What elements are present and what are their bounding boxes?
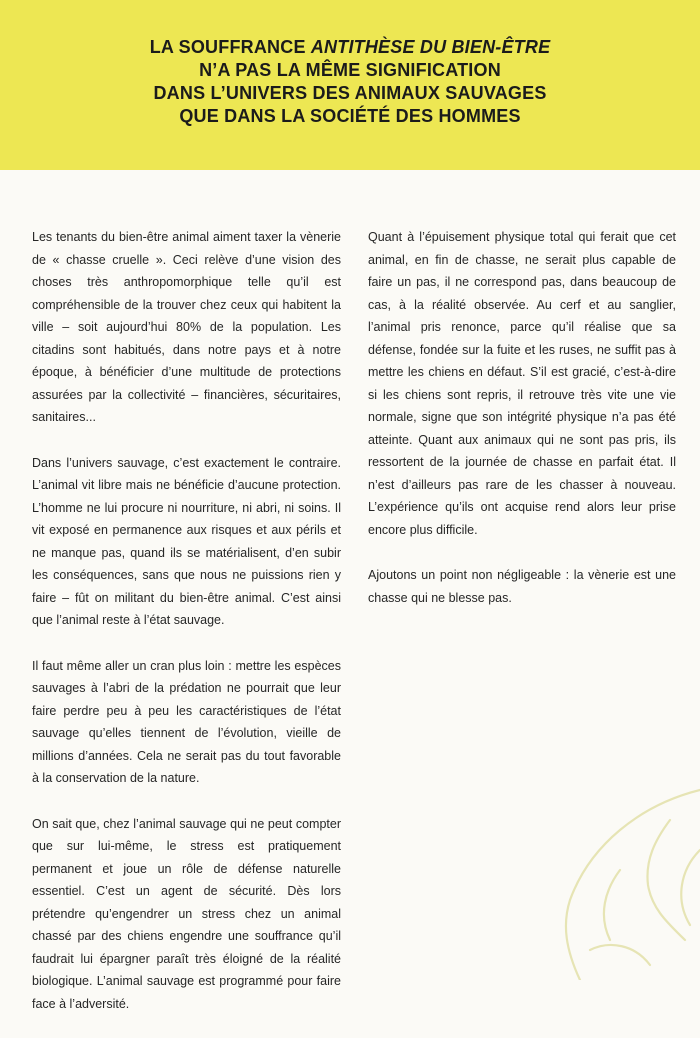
- decorative-line-art-icon: [470, 750, 700, 980]
- title-line-1: [150, 36, 551, 59]
- title-line-3: DANS L’UNIVERS DES ANIMAUX SAUVAGES: [153, 83, 547, 103]
- right-column: [368, 226, 676, 632]
- title-line-4: QUE DANS LA SOCIÉTÉ DES HOMMES: [179, 106, 521, 126]
- title-line-1-start: LA SOUFFRANCE: [149, 37, 311, 57]
- paragraph: Il faut même aller un cran plus loin : mettre les espèces sauvages à l’abri de la prédation ne pourrait que leur faire perdre peu à peu les caractéristiques de l’état sauvage qu’elles tiennent de l’évolution, vieille de millions d’années. Cela ne serait pas du tout favorable à la conservation de la nature.: [32, 658, 341, 785]
- paragraph: Ajoutons un point non négligeable : la vènerie est une chasse qui ne blesse pas.: [368, 568, 676, 605]
- paragraph: On sait que, chez l’animal sauvage qui ne peut compter que sur lui-même, le stress est pratiquement permanent et joue un rôle de défense naturelle essentiel. C’est un agent de sécurité. Dès lors prétendre qu’engendrer un stress chez un animal chassé par des chiens engendre une souffrance qu’il faudrait lui épargner paraît très éloigné de la réalité biologique. L’animal sauvage est programmé pour faire face à l’adversité.: [32, 816, 341, 1011]
- paragraph: Quant à l’épuisement physique total qui ferait que cet animal, en fin de chasse, ne serait plus capable de faire un pas, il ne correspond pas, dans beaucoup de cas, à la réalité observée. Au cerf et au sanglier, l’animal pris renonce, parce qu’il réalise que sa défense, fondée sur la fuite et les ruses, ne suffit pas à mettre les chiens en défaut. S’il est gracié, c’est-à-dire si les chiens sont repris, il retrouve très vite une vie normale, signe que son intégrité physique n’a pas été atteinte. Quant aux animaux qui ne sont pas pris, ils ressortent de la journée de chasse en parfait état. Il n’est d’ailleurs pas rare de les chasser à nouveau. L’expérience qu’ils ont acquise rend alors leur prise encore plus difficile.: [368, 230, 676, 537]
- paragraph: Dans l’univers sauvage, c’est exactement le contraire. L’animal vit libre mais ne bénéficie d’aucune protection. L’homme ne lui procure ni nourriture, ni abri, ni soins. Il vit exposé en permanence aux risques et aux périls et ne manque pas, quand ils se matérialisent, d’en subir les conséquences, sans que nous ne puissions rien y faire – fût on militant du bien-être animal. C’est ainsi que l’animal reste à l’état sauvage.: [32, 455, 341, 627]
- title-line-1-italic: ANTITHÈSE DU BIEN-ÊTRE: [310, 37, 551, 57]
- paragraph: Les tenants du bien-être animal aiment taxer la vènerie de « chasse cruelle ». Ceci relève d’une vision des choses très anthropomorphique telle qu’il est compréhensible de la trouver chez ceux qui habitent la ville – soit aujourd’hui 80% de la population. Les citadins sont habitués, dans notre pays et à notre époque, à bénéficier d’une multitude de protections assurées par la collectivité – financières, sécuritaires, sanitaires...: [32, 230, 341, 424]
- title-line-2: N’A PAS LA MÊME SIGNIFICATION: [199, 60, 501, 80]
- title-band: [0, 0, 700, 170]
- left-column: [32, 226, 341, 1038]
